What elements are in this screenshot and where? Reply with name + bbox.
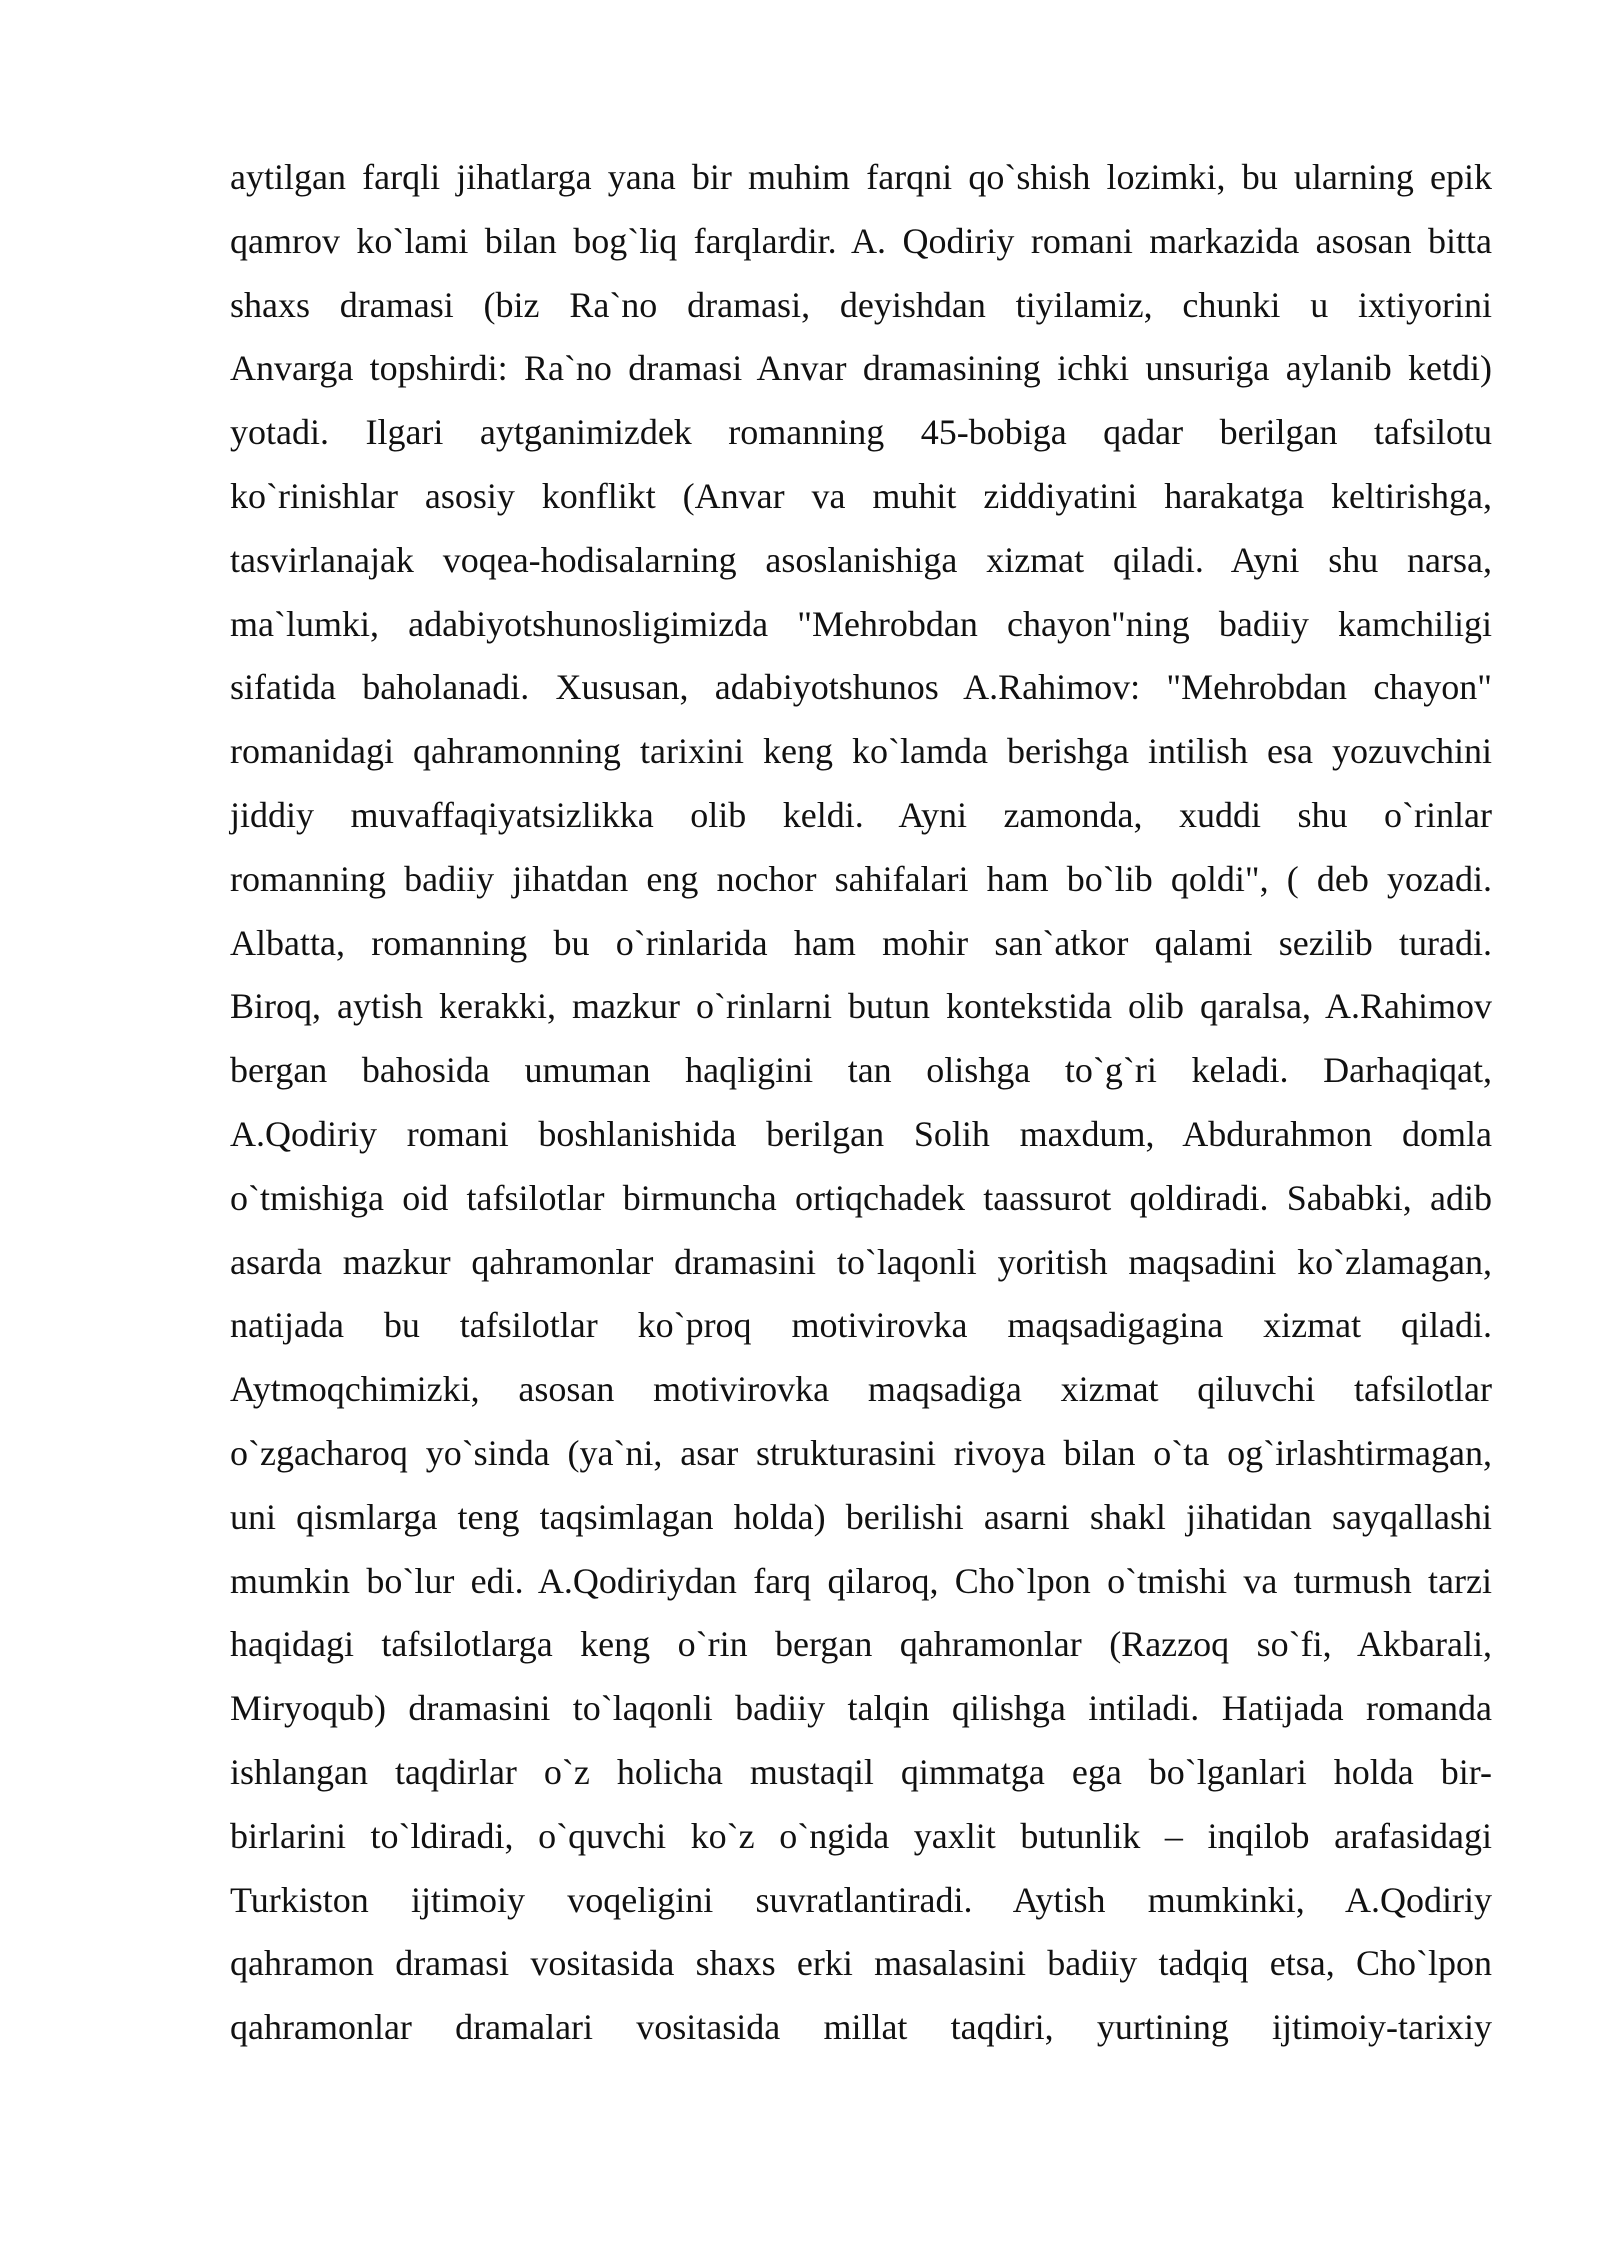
text-line: asarda mazkur qahramonlar dramasini to`laqonli yoritish maqsadini ko`zlamagan, [230, 1241, 1492, 1282]
text-line: o`zgacharoq yo`sinda (ya`ni, asar strukturasini rivoya bilan o`ta og`irlashtirmagan, [230, 1432, 1492, 1473]
text-line: bergan bahosida umuman haqligini tan olishga to`g`ri keladi. Darhaqiqat, [230, 1050, 1492, 1091]
text-line: qamrov ko`lami bilan bog`liq farqlardir. A. Qodiriy romani markazida asosan bitta [230, 220, 1492, 261]
text-line: birlarini to`ldiradi, o`quvchi ko`z o`ngida yaxlit butunlik – inqilob arafasidagi [230, 1815, 1492, 1856]
body-paragraph [230, 146, 1492, 2060]
text-line: ishlangan taqdirlar o`z holicha mustaqil qimmatga ega bo`lganlari holda bir- [230, 1751, 1492, 1792]
text-line: mumkin bo`lur edi. A.Qodiriydan farq qilaroq, Cho`lpon o`tmishi va turmush tarzi [230, 1560, 1492, 1601]
text-line: Aytmoqchimizki, asosan motivirovka maqsadiga xizmat qiluvchi tafsilotlar [230, 1369, 1492, 1410]
text-line: Albatta, romanning bu o`rinlarida ham mohir san`atkor qalami sezilib turadi. [230, 922, 1492, 963]
text-line: Miryoqub) dramasini to`laqonli badiiy talqin qilishga intiladi. Hatijada romanda [230, 1688, 1492, 1729]
text-line: aytilgan farqli jihatlarga yana bir muhim farqni qo`shish lozimki, bu ularning epik [230, 157, 1492, 197]
text-line: Anvarga topshirdi: Ra`no dramasi Anvar dramasining ichki unsuriga aylanib ketdi) [230, 348, 1492, 389]
text-line: qahramonlar dramalari vositasida millat taqdiri, yurtining ijtimoiy-tarixiy [230, 2007, 1492, 2048]
text-line: o`tmishiga oid tafsilotlar birmuncha ortiqchadek taassurot qoldiradi. Sababki, adib [230, 1177, 1492, 1218]
text-line: uni qismlarga teng taqsimlagan holda) berilishi asarni shakl jihatidan sayqallashi [230, 1496, 1492, 1537]
text-line: A.Qodiriy romani boshlanishida berilgan Solih maxdum, Abdurahmon domla [230, 1113, 1492, 1154]
text-line: sifatida baholanadi. Xususan, adabiyotshunos A.Rahimov: "Mehrobdan chayon" [230, 667, 1492, 708]
text-line: qahramon dramasi vositasida shaxs erki masalasini badiiy tadqiq etsa, Cho`lpon [230, 1943, 1492, 1984]
text-line: tasvirlanajak voqea-hodisalarning asoslanishiga xizmat qiladi. Ayni shu narsa, [230, 539, 1492, 580]
text-line: yotadi. Ilgari aytganimizdek romanning 45-bobiga qadar berilgan tafsilotu [230, 412, 1492, 453]
text-line: romanning badiiy jihatdan eng nochor sahifalari ham bo`lib qoldi", ( deb yozadi. [230, 858, 1492, 899]
text-line: ko`rinishlar asosiy konflikt (Anvar va muhit ziddiyatini harakatga keltirishga, [230, 475, 1492, 516]
text-line: Turkiston ijtimoiy voqeligini suvratlantiradi. Aytish mumkinki, A.Qodiriy [230, 1879, 1492, 1920]
text-line: jiddiy muvaffaqiyatsizlikka olib keldi. Ayni zamonda, xuddi shu o`rinlar [230, 794, 1492, 835]
text-line: haqidagi tafsilotlarga keng o`rin bergan qahramonlar (Razzoq so`fi, Akbarali, [230, 1624, 1492, 1665]
text-line: ma`lumki, adabiyotshunosligimizda "Mehrobdan chayon"ning badiiy kamchiligi [230, 603, 1492, 644]
text-line: natijada bu tafsilotlar ko`proq motivirovka maqsadigagina xizmat qiladi. [230, 1305, 1492, 1346]
text-line: romanidagi qahramonning tarixini keng ko`lamda berishga intilish esa yozuvchini [230, 731, 1492, 772]
text-line: shaxs dramasi (biz Ra`no dramasi, deyishdan tiyilamiz, chunki u ixtiyorini [230, 284, 1492, 325]
text-line: Biroq, aytish kerakki, mazkur o`rinlarni butun kontekstida olib qaralsa, A.Rahimov [230, 986, 1492, 1027]
